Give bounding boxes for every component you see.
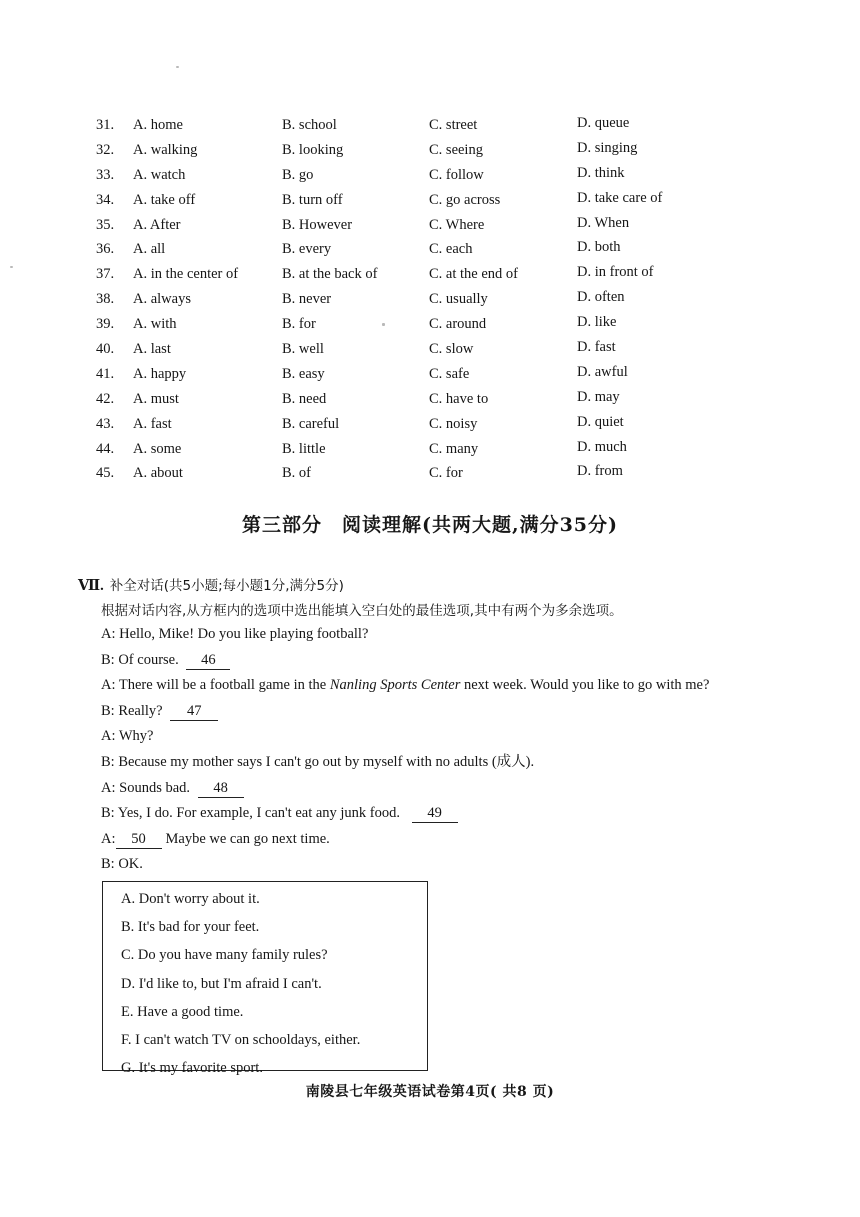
speaker: A: [101, 677, 116, 694]
question-number: 32. [96, 141, 115, 158]
option-row-41 [96, 362, 796, 387]
option-c: C. go across [429, 191, 501, 208]
option-d: D. queue [577, 115, 630, 131]
dialog-text: next week. Would you like to go with me? [460, 677, 710, 694]
option-c: C. around [429, 316, 487, 333]
speaker: A: [101, 626, 116, 642]
option-c: C. for [429, 465, 463, 482]
option-d: D. fast [577, 339, 616, 356]
question-number: 33. [96, 166, 115, 183]
option-b: B. every [282, 241, 332, 258]
option-b: B. for [282, 316, 316, 333]
option-d: D. awful [577, 363, 628, 380]
choice-item: G. It's my favorite sport. [121, 1060, 263, 1077]
question-heading [78, 574, 344, 595]
option-c: C. have to [429, 390, 489, 407]
option-d: D. quiet [577, 413, 624, 430]
dialog-line [101, 750, 801, 776]
question-number: 41. [96, 365, 115, 382]
option-c: C. at the end of [429, 266, 518, 283]
option-c: C. usually [429, 291, 488, 308]
option-d: D. from [577, 463, 623, 480]
option-a: A. walking [133, 141, 198, 158]
dialog-text: Of course. [118, 651, 179, 668]
option-a: A. must [133, 390, 179, 407]
option-a: A. with [133, 316, 177, 333]
option-c: C. seeing [429, 141, 483, 158]
option-b: B. However [282, 216, 353, 233]
scan-speck [10, 266, 13, 268]
option-b: B. looking [282, 141, 344, 158]
option-d: D. may [577, 388, 620, 405]
option-row-38 [96, 287, 796, 312]
option-a: A. watch [133, 166, 186, 183]
option-row-37 [96, 262, 796, 287]
choice-item: B. It's bad for your feet. [121, 919, 260, 936]
question-instruction: 根据对话内容,从方框内的选项中选出能填入空白处的最佳选项,其中有两个为多余选项。 [101, 603, 623, 619]
options-table [96, 113, 796, 486]
speaker: B: [101, 856, 115, 873]
option-row-36 [96, 237, 796, 262]
option-b: B. well [282, 341, 324, 358]
option-b: B. turn off [282, 191, 343, 208]
dialog-line [101, 852, 801, 878]
question-number: 35. [96, 216, 115, 233]
question-number: 31. [96, 117, 115, 133]
answer-blank[interactable]: 50 [116, 831, 162, 849]
heading-text: 补全对话(共5小题;每小题1分,满分5分) [109, 578, 344, 594]
question-number: 34. [96, 191, 115, 208]
option-c: C. safe [429, 365, 470, 382]
question-number: 42. [96, 390, 115, 407]
answer-blank[interactable]: 49 [412, 805, 458, 823]
option-row-33 [96, 163, 796, 188]
choice-item: E. Have a good time. [121, 1003, 244, 1020]
speaker: A: [101, 779, 116, 796]
option-row-44 [96, 437, 796, 462]
speaker: B: [101, 753, 115, 770]
dialog-text: OK. [118, 856, 143, 873]
option-row-39 [96, 312, 796, 337]
option-c: C. slow [429, 341, 474, 358]
answer-blank[interactable]: 48 [198, 780, 244, 798]
option-d: D. often [577, 289, 625, 306]
option-d: D. take care of [577, 189, 663, 206]
option-a: A. about [133, 465, 183, 482]
option-b: B. careful [282, 415, 340, 432]
option-b: B. little [282, 440, 326, 457]
dialog-line [101, 673, 801, 699]
choice-item: D. I'd like to, but I'm afraid I can't. [121, 975, 322, 992]
option-a: A. fast [133, 415, 172, 432]
option-row-45 [96, 461, 796, 486]
dialog-text: There will be a football game in the [118, 677, 330, 694]
choice-item: C. Do you have many family rules? [121, 947, 328, 964]
dialog-line [101, 801, 801, 827]
option-row-31 [96, 113, 796, 138]
dialog-line [101, 648, 801, 674]
dialog-line [101, 776, 801, 802]
dialog-text: Maybe we can go next time. [165, 830, 330, 847]
question-number: 37. [96, 266, 115, 283]
speaker: A: [101, 830, 116, 847]
scan-speck [176, 66, 179, 68]
question-number: 44. [96, 440, 115, 457]
dialog-line [101, 724, 801, 750]
dialog-line [101, 622, 801, 648]
speaker: A: [101, 728, 116, 745]
speaker: B: [101, 651, 115, 668]
option-b: B. at the back of [282, 266, 378, 283]
option-a: A. some [133, 440, 182, 457]
option-row-42 [96, 387, 796, 412]
option-c: C. each [429, 241, 473, 258]
dialog-text: Sounds bad. [119, 779, 191, 796]
dialog [101, 622, 801, 878]
section-title: 第三部分 阅读理解(共两大题,满分35分) [241, 514, 619, 536]
roman-numeral: Ⅶ. [78, 578, 104, 594]
option-a: A. After [133, 216, 181, 233]
option-b: B. go [282, 166, 314, 183]
option-d: D. both [577, 239, 621, 256]
question-number: 39. [96, 316, 115, 333]
option-row-35 [96, 213, 796, 238]
option-row-43 [96, 412, 796, 437]
option-a: A. take off [133, 191, 196, 208]
question-number: 43. [96, 415, 115, 432]
option-a: A. happy [133, 365, 187, 382]
dialog-text: Why? [118, 728, 154, 745]
option-b: B. easy [282, 365, 325, 382]
question-number: 45. [96, 465, 115, 482]
answer-blank[interactable]: 47 [170, 703, 218, 721]
dialog-line [101, 699, 801, 725]
option-b: B. of [282, 465, 311, 482]
dialog-text: Because my mother says I can't go out by myself with no adults (成人). [118, 753, 535, 770]
option-b: B. never [282, 291, 332, 308]
choices-box [102, 881, 428, 1077]
page-footer: 南陵县七年级英语试卷第4页( 共8 页) [305, 1084, 555, 1100]
option-c: C. follow [429, 166, 484, 183]
question-number: 36. [96, 241, 115, 258]
option-d: D. much [577, 438, 627, 455]
option-c: C. Where [429, 216, 485, 233]
speaker: B: [101, 805, 115, 822]
option-b: B. need [282, 390, 327, 407]
option-a: A. home [133, 117, 183, 133]
speaker: B: [101, 702, 115, 719]
dialog-text: Really? [118, 702, 163, 719]
question-number: 40. [96, 341, 115, 358]
dialog-line [101, 827, 801, 853]
dialog-text: Hello, Mike! Do you like playing football? [119, 626, 369, 642]
place-name: Nanling Sports Center [329, 677, 461, 694]
option-d: D. think [577, 164, 625, 181]
question-number: 38. [96, 291, 115, 308]
option-b: B. school [282, 117, 337, 133]
option-c: C. many [429, 440, 479, 457]
option-a: A. all [133, 241, 166, 258]
answer-blank[interactable]: 46 [186, 652, 230, 670]
option-d: D. like [577, 314, 617, 331]
option-a: A. always [133, 291, 191, 308]
option-row-32 [96, 138, 796, 163]
choice-item: F. I can't watch TV on schooldays, either. [121, 1031, 361, 1048]
option-row-34 [96, 188, 796, 213]
option-c: C. noisy [429, 415, 478, 432]
option-d: D. singing [577, 139, 638, 156]
option-a: A. last [133, 341, 171, 358]
option-d: D. in front of [577, 264, 654, 281]
option-row-40 [96, 337, 796, 362]
choice-item: A. Don't worry about it. [121, 891, 260, 907]
dialog-text: Yes, I do. For example, I can't eat any junk food. [117, 805, 401, 822]
option-c: C. street [429, 117, 478, 133]
option-a: A. in the center of [133, 266, 239, 283]
option-d: D. When [577, 214, 630, 231]
